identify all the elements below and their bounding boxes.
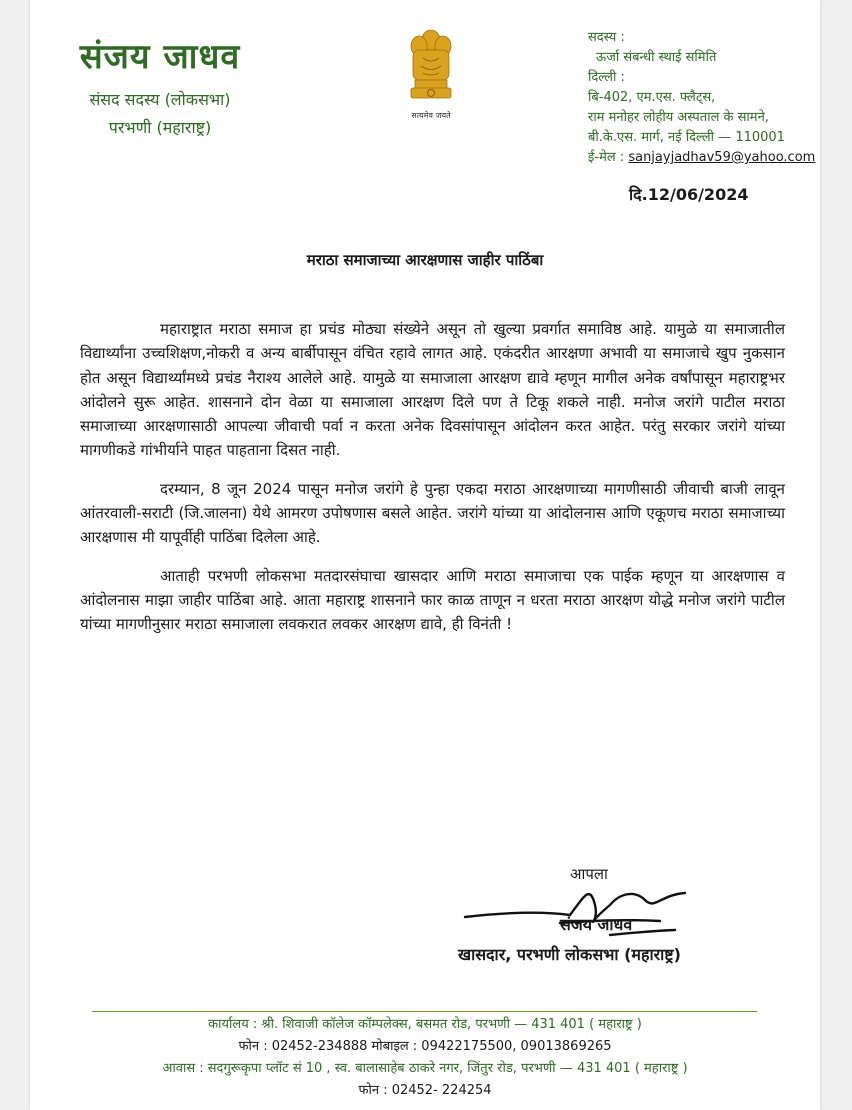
- letter-footer: [30, 1014, 820, 1102]
- email-link[interactable]: sanjayjadhav59@yahoo.com: [628, 150, 816, 165]
- office-address: कार्यालय : श्री. शिवाजी कॉलेज कॉम्पलेक्स, बसमत रोड, परभणी — 431 401 ( महाराष्ट्र ): [208, 1017, 642, 1032]
- residence-address: आवास : सदगुरूकृपा प्लॉट सं 10 , स्व. बालासाहेब ठाकरे नगर, जिंतुर रोड, परभणी — 431 401 ( महाराष्ट्र ): [162, 1061, 688, 1076]
- committee-name: ऊर्जा संबन्धी स्थाई समिति: [596, 50, 717, 65]
- paragraph: आताही परभणी लोकसभा मतदारसंघाचा खासदार आणि मराठा समाजाचा एक पाईक म्हणून या आरक्षणास व आंदोलनास माझा जाहीर पाठिंबा आहे. आता महाराष्ट्र शासनाने फार काळ ताणून न धरता मराठा आरक्षण योद्धे मनोज जरांगे पाटील यांच्या मागणीनुसार मराठा समाजाला लवकरात लवकर आरक्षण द्यावे, ही विनंती !: [80, 566, 785, 634]
- letterhead-left: [60, 32, 260, 138]
- delhi-label: दिल्ली :: [588, 70, 625, 85]
- letter-subject: मराठा समाजाच्या आरक्षणास जाहीर पाठिंबा: [306, 251, 544, 269]
- lion-capital-icon: [401, 26, 461, 108]
- address-line-2: राम मनोहर लोहीय अस्पताल के सामने,: [588, 110, 769, 125]
- footer-divider: [92, 1011, 757, 1012]
- letterhead-right: [588, 28, 816, 168]
- mp-place: परभणी (महाराष्ट्र): [108, 118, 212, 137]
- national-emblem: [396, 26, 466, 121]
- mp-role: संसद सदस्य (लोकसभा): [89, 90, 231, 109]
- residence-phone: फोन : 02452- 224254: [358, 1083, 492, 1098]
- address-line-1: बि-402, एम.एस. फ्लैट्स,: [588, 90, 716, 105]
- paragraph: महाराष्ट्रात मराठा समाज हा प्रचंड मोठ्या संख्येने असून तो खुल्या प्रवर्गात समाविष्ठ आहे. यामुळे या समाजातील विद्यार्थ्यांना उच्चशिक्षण,नोकरी व अन्य बार्बीपासून वंचित रहावे लागत आहे. एकंदरीत आरक्षणा अभावी या समाजाचे खुप नुकसान होत असून विद्यार्थ्यांमध्ये प्रचंड नैराश्य आलेले आहे. यामुळे या समाजाला आरक्षण द्यावे म्हणून मागील अनेक वर्षांपासून महाराष्ट्रभर आंदोलने सुरू आहेत. शासनाने दोन वेळा या समाजाला आरक्षण दिले पण ते टिकू शकले नाही. मनोज जरांगे पाटील मराठा समाजाच्या आरक्षणासाठी आपल्या जीवाची पर्वा न करता अनेक दिवसांपासून आंदोलन करत आहेत. परंतु सरकार जरांगे यांच्या मागणीकडे गांभीर्याने पाहत पाहताना दिसत नाही.: [80, 320, 785, 460]
- letter-page: [30, 0, 820, 1110]
- closing-salutation: आपला: [570, 865, 608, 883]
- letter-body: [80, 317, 785, 651]
- email-label: ई-मेल :: [588, 150, 625, 165]
- member-label: सदस्य :: [588, 30, 625, 45]
- address-line-3: बी.के.एस. मार्ग, नई दिल्ली — 110001: [588, 130, 785, 145]
- signatory-name: संजय जाधव: [560, 915, 633, 934]
- mp-name: संजय जाधव: [79, 37, 241, 77]
- emblem-motto: सत्यमेव जयते: [411, 111, 451, 120]
- signatory-title: खासदार, परभणी लोकसभा (महाराष्ट्र): [458, 945, 681, 964]
- letter-date: दि.12/06/2024: [629, 185, 749, 204]
- paragraph: दरम्यान, 8 जून 2024 पासून मनोज जरांगे हे पुन्हा एकदा मराठा आरक्षणाच्या मागणीसाठी जीवाची बाजी लावून आंतरवाली-सराटी (जि.जालना) येथे आमरण उपोषणास बसले आहेत. जरांगे यांच्या या आंदोलनास आणि एकूणच मराठा समाजाच्या आरक्षणास मी यापूर्वीही पाठिंबा दिलेला आहे.: [80, 479, 785, 547]
- email-line: [588, 148, 816, 168]
- office-phone: फोन : 02452-234888 मोबाइल : 09422175500, 09013869265: [238, 1039, 612, 1054]
